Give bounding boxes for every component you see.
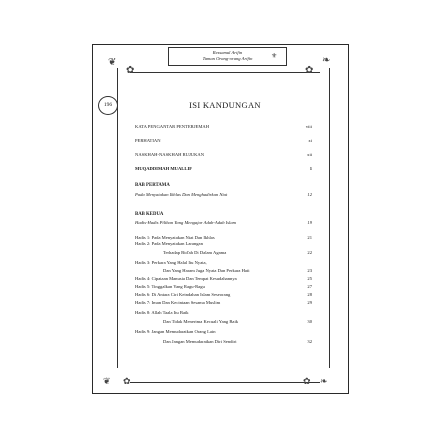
toc-entry	[135, 166, 312, 172]
frame-bottom-line	[130, 382, 320, 383]
toc-entry	[135, 241, 312, 247]
section-heading: BAB PERTAMA	[135, 183, 170, 188]
toc-entry-label: PERHATIAN	[135, 138, 161, 143]
running-header	[168, 47, 287, 66]
toc-entry	[135, 192, 312, 198]
toc-entry-page: 19	[307, 220, 312, 225]
page-number: 196	[98, 96, 118, 115]
toc-entry-label: KATA PENGANTAR PENTERJEMAH	[135, 124, 210, 129]
section-heading: BAB KEDUA	[135, 212, 164, 217]
frame-right-line	[329, 68, 330, 368]
toc-entry-page: 12	[307, 192, 312, 197]
toc-entry-label: Hadis 4: Cipataan Manusia Dan Tempat Kesudahannya	[135, 276, 237, 281]
frame-top-line	[130, 72, 320, 73]
toc-entry-label: Hadis 2: Pada Menyatakan Larangan	[135, 241, 203, 246]
toc-entry-label: Terhadap Bid'ah Di Dalam Agama	[163, 250, 227, 255]
toc-entry-page: 27	[307, 284, 312, 289]
toc-entry	[135, 152, 312, 158]
toc-entry-page: 1	[309, 166, 312, 171]
toc-entry-label: NASKHAH-NASKHAH RUJUKAN	[135, 152, 205, 157]
ornament-top-left-icon: ❦	[108, 57, 117, 68]
toc-entry-label: Dan Jangan Memudaratkan Diri Sendiri	[163, 339, 237, 344]
header-ornament-right-icon: ⚜	[271, 52, 278, 60]
toc-entry-label: Dan Yang Haram Juga Nyata Dan Perkara Hati	[163, 268, 250, 273]
toc-entry	[135, 235, 312, 241]
toc-entry	[135, 268, 312, 274]
ornament-top-left-2-icon: ✿	[126, 65, 135, 76]
toc-entry-page: 25	[307, 276, 312, 281]
ornament-top-right-icon: ❧	[322, 55, 331, 66]
toc-entry-label: Pada Menyatakan Ikhlas Dan Menghadirkan Niat	[135, 192, 228, 197]
toc-entry-label: Hadis 7: Iman Dan Kecintaan Sesama Muslim	[135, 300, 221, 305]
ornament-bottom-left-2-icon: ✿	[123, 376, 131, 386]
toc-entry-label: Dan Tidak Menerima Kecuali Yang Baik	[163, 319, 239, 324]
ornament-bottom-left-icon: ❦	[103, 376, 111, 386]
ornament-bottom-right-2-icon: ❧	[320, 376, 328, 386]
toc-entry	[135, 300, 312, 306]
toc-entry-label: Hadis 3: Perkara Yang Halal Itu Nyata,	[135, 260, 207, 265]
toc-entry	[135, 319, 312, 325]
toc-entry-page: 21	[307, 235, 312, 240]
toc-entry	[135, 292, 312, 298]
toc-entry	[135, 310, 312, 316]
toc-entry-label: Hadis 6: Di Antara Ciri Keindahan Islam Seseorang	[135, 292, 231, 297]
ornament-bottom-right-icon: ✿	[303, 376, 311, 386]
toc-entry	[135, 339, 312, 345]
toc-entry	[135, 260, 312, 266]
toc-entry-page: viii	[305, 124, 312, 129]
running-header-title: Ressamul Arifin	[212, 50, 243, 55]
toc-entry-label: MUQADDIMAH MUALLIF	[135, 166, 193, 171]
page-title: ISI KANDUNGAN	[189, 100, 261, 110]
toc-entry-label: Hadis 9: Jangan Memudaratkan Orang Lain	[135, 329, 216, 334]
toc-entry	[135, 276, 312, 282]
toc-entry-page: 30	[307, 319, 312, 324]
toc-entry-page: 22	[307, 250, 312, 255]
toc-entry	[135, 138, 312, 144]
toc-entry-label: Hadis-Hadis Pilihan Yang Mengajar Adab-Adab Islam	[135, 220, 236, 225]
toc-entry	[135, 329, 312, 335]
toc-entry-page: 23	[307, 268, 312, 273]
toc-entry-label: Hadis 8: Allah Taala Itu Baik	[135, 310, 189, 315]
toc-entry	[135, 250, 312, 256]
toc-entry	[135, 124, 312, 130]
toc-entry-page: xi	[308, 138, 312, 143]
toc-entry-page: 32	[307, 339, 312, 344]
toc-entry-page: 28	[307, 292, 312, 297]
toc-entry-label: Hadis 5: Tinggalkan Yang Ragu-Ragu	[135, 284, 205, 289]
frame-left-line	[117, 68, 118, 368]
toc-entry	[135, 284, 312, 290]
toc-entry-page: xii	[307, 152, 312, 157]
running-header-subtitle: Taman Orang-orang Arifin	[202, 56, 253, 61]
toc-entry	[135, 220, 312, 226]
toc-entry-label: Hadis 1: Pada Menyatakan Niat Dan Ikhlas	[135, 235, 215, 240]
ornament-top-right-2-icon: ✿	[305, 65, 314, 76]
toc-entry-page: 29	[307, 300, 312, 305]
